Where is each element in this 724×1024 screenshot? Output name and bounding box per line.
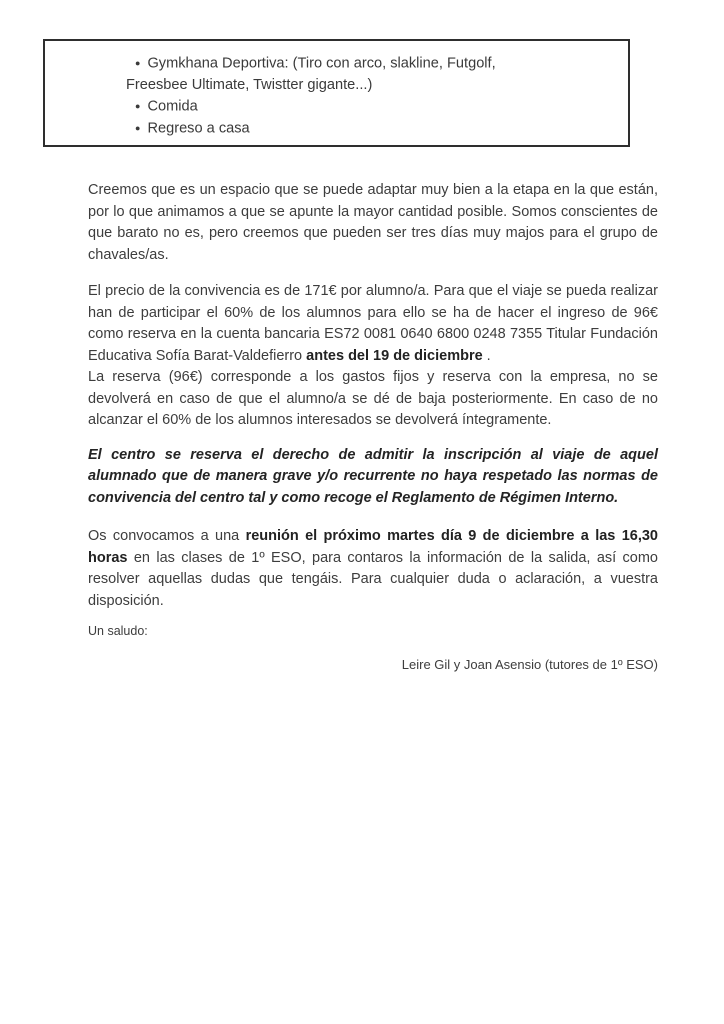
list-item-text: Regreso a casa xyxy=(147,120,250,137)
paragraph-meeting xyxy=(88,526,658,612)
meeting-text-end: en las clases de 1º ESO, para contaros la información de la salida, así como resolver aquellas dudas que tengáis. Para cualquier duda o aclaración, a vuestra disposición. xyxy=(88,549,658,609)
paragraph-policy: El centro se reserva el derecho de admitir la inscripción al viaje de aquel alumnado que de manera grave y/o recurrente no haya respetado las normas de convivencia del centro tal y como recoge el Reglamento de Régimen Interno. xyxy=(88,446,658,506)
bullet-icon: ● xyxy=(135,101,141,112)
list-item-gymkhana xyxy=(126,53,610,75)
meeting-text: Os convocamos a una xyxy=(88,528,246,544)
paragraph-intro: Creemos que es un espacio que se puede adaptar muy bien a la etapa en la que están, por lo que animamos a que se apunte la mayor cantidad posible. Somos conscientes de que barato no es, pero creemos que pueden ser tres días muy majos para el grupo de chavales/as. xyxy=(88,182,658,263)
list-item-text: Gymkhana Deportiva: (Tiro con arco, slakline, Futgolf, xyxy=(147,55,496,72)
paragraph-price xyxy=(88,281,658,367)
list-item-text: Comida xyxy=(147,98,198,115)
list-item-comida xyxy=(126,96,610,118)
itinerary-box xyxy=(43,39,630,147)
price-text-end: . xyxy=(482,347,491,364)
letter-body xyxy=(88,180,658,674)
bullet-icon: ● xyxy=(135,58,141,68)
list-item-regreso xyxy=(126,118,610,140)
list-item-gymkhana-continuation xyxy=(126,75,610,96)
list-item-text: Freesbee Ultimate, Twistter gigante...) xyxy=(126,76,373,93)
price-text: El precio de la convivencia es de 171€ por alumno/a. Para que el viaje se pueda realizar han de participar el 60% de los alumnos para ello se ha de hacer el ingreso de 96€ como reserva en la cuenta bancaria ES72 0081 0640 6800 0248 7355 Titular Fundación Educativa Sofía Barat-Valdefierro xyxy=(88,283,658,364)
closing-salutation: Un saludo: xyxy=(88,624,148,638)
paragraph-reserve: La reserva (96€) corresponde a los gastos fijos y reserva con la empresa, no se devolverá en caso de que el alumno/a se dé de baja posteriormente. En caso de no alcanzar el 60% de los alumnos interesados se devolverá íntegramente. xyxy=(88,369,658,428)
deadline-bold-text: antes del 19 de diciembre xyxy=(306,347,483,364)
signature-line: Leire Gil y Joan Asensio (tutores de 1º ESO) xyxy=(401,657,658,672)
bullet-icon: ● xyxy=(135,122,141,133)
meeting-bold-text: reunión el próximo martes día 9 de diciembre a las 16,30 horas xyxy=(88,528,658,566)
